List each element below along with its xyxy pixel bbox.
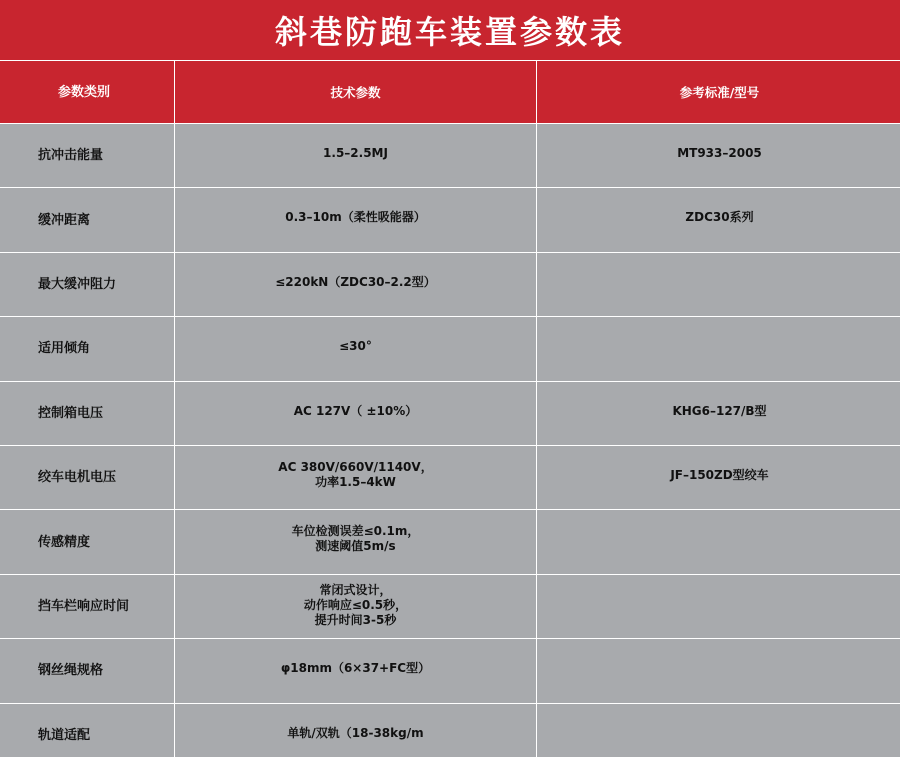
row-reference: JF–150ZD型绞车 <box>537 446 900 509</box>
row-spec: 1.5–2.5MJ <box>175 124 536 187</box>
row-category: 抗冲击能量 <box>0 124 174 187</box>
row-spec: φ18mm（6×37+FC型） <box>175 639 536 702</box>
row-category: 轨道适配 <box>0 704 174 757</box>
row-reference: MT933–2005 <box>537 124 900 187</box>
row-category: 控制箱电压 <box>0 382 174 445</box>
title-bar <box>0 0 900 60</box>
row-category: 绞车电机电压 <box>0 446 174 509</box>
row-spec: 车位检测误差≤0.1m， 测速阈值5m/s <box>175 510 536 573</box>
row-reference <box>537 317 900 380</box>
row-category: 最大缓冲阻力 <box>0 253 174 316</box>
row-reference <box>537 704 900 757</box>
row-category: 钢丝绳规格 <box>0 639 174 702</box>
row-reference: ZDC30系列 <box>537 188 900 251</box>
header-reference: 参考标准/型号 <box>537 61 900 123</box>
row-reference: KHG6–127/B型 <box>537 382 900 445</box>
row-reference <box>537 639 900 702</box>
row-spec: 0.3–10m（柔性吸能器） <box>175 188 536 251</box>
row-spec: AC 380V/660V/1140V， 功率1.5–4kW <box>175 446 536 509</box>
parameter-table <box>0 61 900 757</box>
row-spec: ≤220kN（ZDC30–2.2型） <box>175 253 536 316</box>
row-spec: 单轨/双轨（18-38kg/m <box>175 704 536 757</box>
row-category: 适用倾角 <box>0 317 174 380</box>
row-category: 挡车栏响应时间 <box>0 575 174 638</box>
row-reference <box>537 575 900 638</box>
row-category: 传感精度 <box>0 510 174 573</box>
page-title: 斜巷防跑车装置参数表 <box>274 13 625 51</box>
row-reference <box>537 510 900 573</box>
header-category: 参数类别 <box>0 61 174 123</box>
row-category: 缓冲距离 <box>0 188 174 251</box>
row-spec: AC 127V（ ±10%） <box>175 382 536 445</box>
row-reference <box>537 253 900 316</box>
header-spec: 技术参数 <box>175 61 536 123</box>
row-spec: 常闭式设计， 动作响应≤0.5秒， 提升时间3-5秒 <box>175 575 536 638</box>
row-spec: ≤30° <box>175 317 536 380</box>
